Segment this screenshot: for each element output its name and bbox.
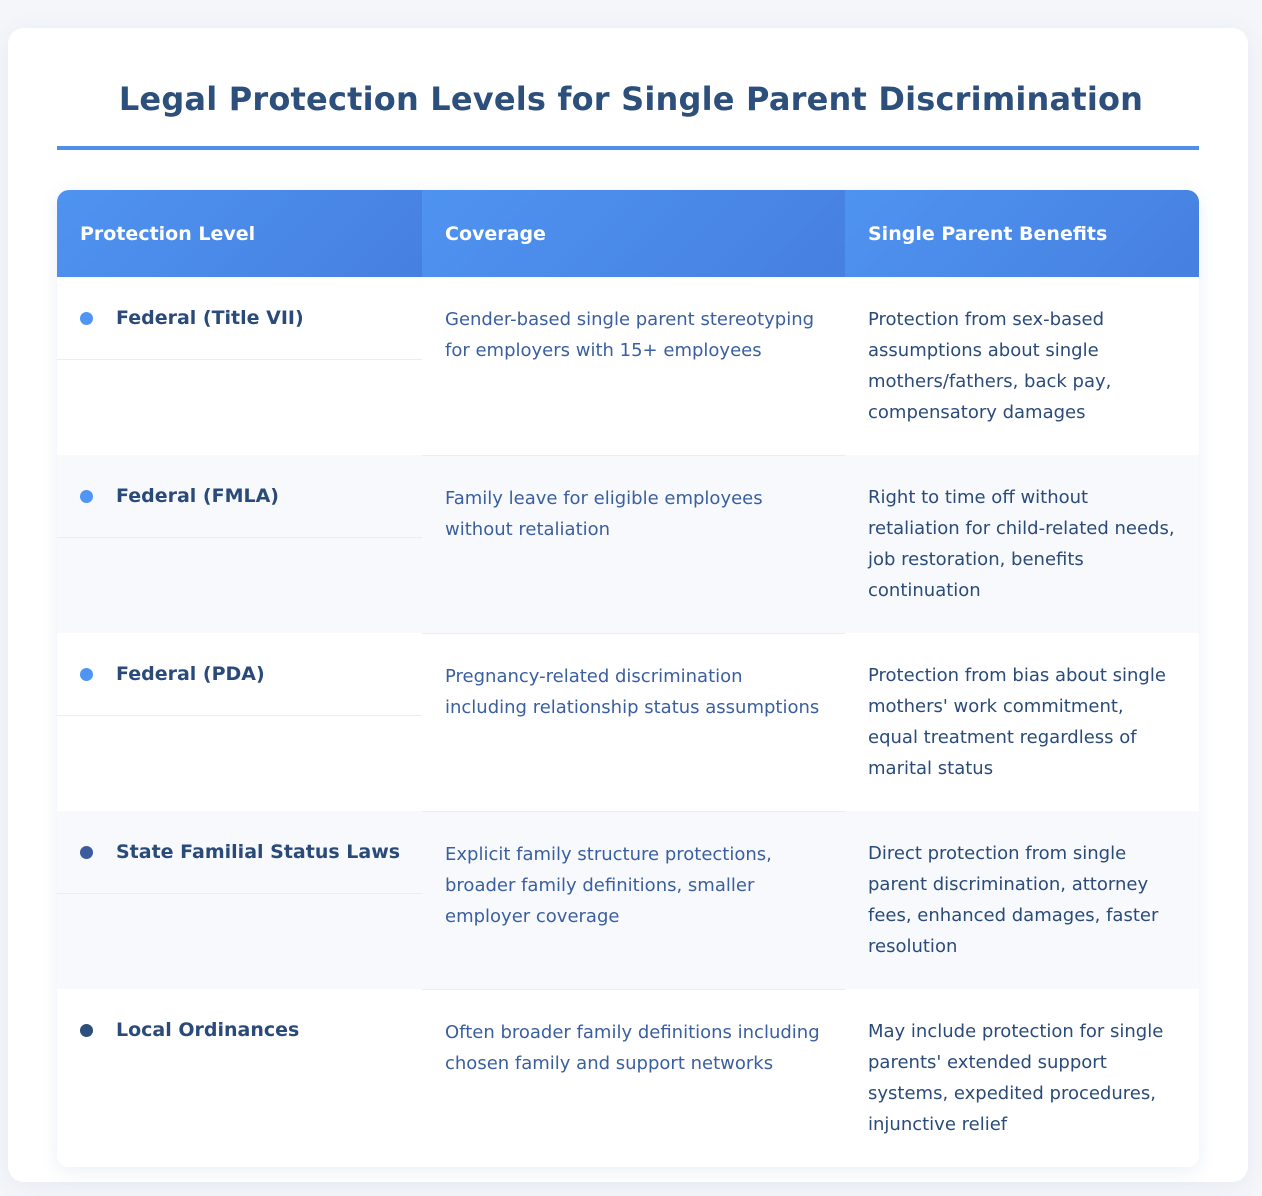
level-indicator-dot-icon [80, 1024, 93, 1037]
coverage-cell: Pregnancy-related discrimination including relationship status assumptions [422, 633, 845, 811]
protection-levels-table [57, 190, 1199, 1167]
level-indicator-dot-icon [80, 490, 93, 503]
coverage-cell: Gender-based single parent stereotyping for employers with 15+ employees [422, 277, 845, 455]
level-indicator-dot-icon [80, 846, 93, 859]
header-protection-level: Protection Level [57, 190, 422, 277]
coverage-cell: Explicit family structure protections, broader family definitions, smaller employer coverage [422, 811, 845, 989]
table-row [57, 811, 1199, 989]
protection-level-label: State Familial Status Laws [116, 841, 401, 863]
protection-level-cell [57, 633, 422, 811]
coverage-cell: Often broader family definitions including chosen family and support networks [422, 989, 845, 1167]
page-title: Legal Protection Levels for Single Parent Discrimination [118, 80, 1144, 118]
table-row [57, 633, 1199, 811]
level-indicator-dot-icon [80, 668, 93, 681]
protection-level-cell [57, 277, 422, 455]
header-coverage: Coverage [422, 190, 845, 277]
header-single-parent-benefits: Single Parent Benefits [845, 190, 1199, 277]
benefits-cell: Protection from sex-based assumptions about single mothers/fathers, back pay, compensatory damages [845, 277, 1199, 455]
benefits-cell: Right to time off without retaliation for child-related needs, job restoration, benefits continuation [845, 455, 1199, 633]
table-row [57, 989, 1199, 1167]
title-divider [57, 146, 1199, 150]
table-row [57, 277, 1199, 455]
benefits-cell: Protection from bias about single mothers' work commitment, equal treatment regardless of marital status [845, 633, 1199, 811]
benefits-cell: May include protection for single parents' extended support systems, expedited procedures, injunctive relief [845, 989, 1199, 1167]
benefits-cell: Direct protection from single parent discrimination, attorney fees, enhanced damages, faster resolution [845, 811, 1199, 989]
protection-level-cell [57, 811, 422, 989]
protection-level-cell [57, 455, 422, 633]
protection-level-label: Federal (FMLA) [116, 485, 279, 507]
level-indicator-dot-icon [80, 312, 93, 325]
protection-level-label: Federal (PDA) [116, 663, 265, 685]
table-header-row [57, 190, 1199, 277]
protection-table-container [57, 190, 1199, 1167]
protection-level-label: Local Ordinances [116, 1019, 300, 1041]
protection-level-cell [57, 989, 422, 1167]
protection-level-label: Federal (Title VII) [116, 307, 304, 329]
coverage-cell: Family leave for eligible employees without retaliation [422, 455, 845, 633]
table-row [57, 455, 1199, 633]
